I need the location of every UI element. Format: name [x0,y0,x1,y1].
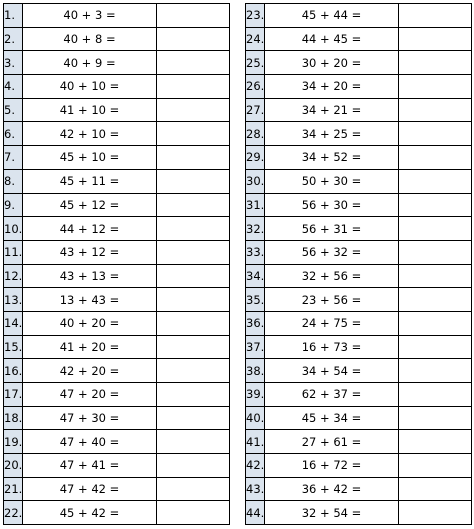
answer-cell[interactable] [157,51,230,75]
problem-expression: 50 + 30 = [265,169,399,193]
problem-number: 13. [4,288,23,312]
problem-number: 20. [4,454,23,478]
problem-expression: 45 + 44 = [265,4,399,28]
answer-cell[interactable] [157,430,230,454]
problem-number: 2. [4,27,23,51]
answer-cell[interactable] [399,98,472,122]
problem-number: 33. [246,240,265,264]
problem-expression: 43 + 13 = [23,264,157,288]
problem-expression: 47 + 42 = [23,477,157,501]
answer-cell[interactable] [399,454,472,478]
problem-number: 29. [246,146,265,170]
problem-row [246,51,472,75]
problem-expression: 41 + 10 = [23,98,157,122]
answer-cell[interactable] [157,75,230,99]
answer-cell[interactable] [157,406,230,430]
problem-row [246,501,472,525]
problem-expression: 45 + 12 = [23,193,157,217]
answer-cell[interactable] [399,288,472,312]
problem-number: 28. [246,122,265,146]
problem-number: 22. [4,501,23,525]
problem-expression: 45 + 42 = [23,501,157,525]
problem-row [4,430,230,454]
problem-number: 38. [246,359,265,383]
answer-cell[interactable] [399,4,472,28]
answer-cell[interactable] [399,359,472,383]
answer-cell[interactable] [157,454,230,478]
problem-expression: 45 + 11 = [23,169,157,193]
problem-number: 31. [246,193,265,217]
problem-number: 26. [246,75,265,99]
problem-expression: 16 + 72 = [265,454,399,478]
problem-row [4,169,230,193]
problem-row [246,454,472,478]
answer-cell[interactable] [157,122,230,146]
problem-expression: 36 + 42 = [265,477,399,501]
problem-row [246,240,472,264]
answer-cell[interactable] [157,169,230,193]
answer-cell[interactable] [399,477,472,501]
problem-expression: 40 + 10 = [23,75,157,99]
problem-row [4,51,230,75]
problem-expression: 40 + 20 = [23,311,157,335]
answer-cell[interactable] [157,98,230,122]
problem-number: 11. [4,240,23,264]
problem-row [246,477,472,501]
problem-row [246,146,472,170]
problem-row [246,383,472,407]
problem-number: 15. [4,335,23,359]
problem-number: 21. [4,477,23,501]
answer-cell[interactable] [157,383,230,407]
problem-number: 25. [246,51,265,75]
problem-row [4,454,230,478]
answer-cell[interactable] [399,75,472,99]
answer-cell[interactable] [399,27,472,51]
answer-cell[interactable] [157,311,230,335]
problem-expression: 34 + 20 = [265,75,399,99]
answer-cell[interactable] [399,311,472,335]
problem-expression: 34 + 21 = [265,98,399,122]
answer-cell[interactable] [399,335,472,359]
problem-expression: 40 + 8 = [23,27,157,51]
answer-cell[interactable] [157,27,230,51]
answer-cell[interactable] [157,477,230,501]
problem-number: 40. [246,406,265,430]
problem-expression: 45 + 10 = [23,146,157,170]
problem-number: 34. [246,264,265,288]
problem-number: 27. [246,98,265,122]
problem-expression: 40 + 9 = [23,51,157,75]
answer-cell[interactable] [157,146,230,170]
answer-cell[interactable] [157,335,230,359]
answer-cell[interactable] [399,51,472,75]
problem-row [4,75,230,99]
problem-table-right [245,3,472,525]
problem-number: 23. [246,4,265,28]
problem-number: 24. [246,27,265,51]
problem-expression: 34 + 52 = [265,146,399,170]
problem-number: 39. [246,383,265,407]
problem-number: 4. [4,75,23,99]
problem-row [4,193,230,217]
problem-row [4,406,230,430]
problem-expression: 27 + 61 = [265,430,399,454]
problem-number: 8. [4,169,23,193]
problem-row [4,146,230,170]
problem-row [246,27,472,51]
problem-number: 32. [246,217,265,241]
answer-cell[interactable] [157,501,230,525]
problem-number: 16. [4,359,23,383]
problem-row [246,122,472,146]
problem-expression: 44 + 45 = [265,27,399,51]
answer-cell[interactable] [157,4,230,28]
answer-cell[interactable] [157,359,230,383]
answer-cell[interactable] [157,264,230,288]
problem-number: 1. [4,4,23,28]
answer-cell[interactable] [399,240,472,264]
problem-row [246,335,472,359]
problem-number: 30. [246,169,265,193]
problem-row [246,98,472,122]
problem-expression: 16 + 73 = [265,335,399,359]
problem-expression: 41 + 20 = [23,335,157,359]
answer-cell[interactable] [399,122,472,146]
problem-number: 14. [4,311,23,335]
answer-cell[interactable] [157,217,230,241]
problem-number: 17. [4,383,23,407]
problem-expression: 45 + 34 = [265,406,399,430]
problem-number: 5. [4,98,23,122]
problem-expression: 62 + 37 = [265,383,399,407]
problem-expression: 30 + 20 = [265,51,399,75]
problem-expression: 40 + 3 = [23,4,157,28]
answer-cell[interactable] [157,193,230,217]
problem-expression: 47 + 30 = [23,406,157,430]
answer-cell[interactable] [157,288,230,312]
problem-row [4,240,230,264]
problem-table-left [3,3,230,525]
problem-row [4,383,230,407]
answer-cell[interactable] [399,169,472,193]
problem-number: 12. [4,264,23,288]
problem-row [4,217,230,241]
problem-row [4,4,230,28]
problem-expression: 43 + 12 = [23,240,157,264]
problem-row [246,169,472,193]
problem-row [4,27,230,51]
problem-number: 18. [4,406,23,430]
problem-expression: 13 + 43 = [23,288,157,312]
problem-row [246,311,472,335]
answer-cell[interactable] [157,240,230,264]
answer-cell[interactable] [399,430,472,454]
problem-row [246,4,472,28]
answer-cell[interactable] [399,406,472,430]
problem-expression: 23 + 56 = [265,288,399,312]
problem-expression: 44 + 12 = [23,217,157,241]
problem-row [4,311,230,335]
problem-number: 36. [246,311,265,335]
answer-cell[interactable] [399,146,472,170]
problem-expression: 56 + 32 = [265,240,399,264]
addition-worksheet [3,3,471,525]
problem-expression: 32 + 54 = [265,501,399,525]
problem-row [246,430,472,454]
problem-expression: 24 + 75 = [265,311,399,335]
problem-number: 10. [4,217,23,241]
answer-cell[interactable] [399,501,472,525]
problem-number: 9. [4,193,23,217]
problem-row [246,359,472,383]
problem-number: 43. [246,477,265,501]
problem-row [4,359,230,383]
problem-number: 6. [4,122,23,146]
problem-number: 7. [4,146,23,170]
problem-row [4,477,230,501]
problem-row [246,264,472,288]
problem-expression: 32 + 56 = [265,264,399,288]
problem-expression: 34 + 54 = [265,359,399,383]
answer-cell[interactable] [399,193,472,217]
problem-number: 44. [246,501,265,525]
problem-expression: 47 + 41 = [23,454,157,478]
answer-cell[interactable] [399,264,472,288]
problem-number: 19. [4,430,23,454]
problem-number: 41. [246,430,265,454]
problem-expression: 47 + 40 = [23,430,157,454]
problem-row [4,98,230,122]
problem-row [246,406,472,430]
problem-row [4,501,230,525]
problem-number: 3. [4,51,23,75]
problem-expression: 47 + 20 = [23,383,157,407]
problem-row [4,335,230,359]
problem-row [246,217,472,241]
problem-row [4,122,230,146]
answer-cell[interactable] [399,217,472,241]
problem-expression: 56 + 30 = [265,193,399,217]
problem-number: 37. [246,335,265,359]
problem-row [246,288,472,312]
problem-expression: 42 + 20 = [23,359,157,383]
problem-row [246,193,472,217]
problem-number: 42. [246,454,265,478]
problem-row [4,264,230,288]
problem-expression: 56 + 31 = [265,217,399,241]
problem-row [4,288,230,312]
answer-cell[interactable] [399,383,472,407]
problem-number: 35. [246,288,265,312]
problem-row [246,75,472,99]
problem-expression: 34 + 25 = [265,122,399,146]
problem-expression: 42 + 10 = [23,122,157,146]
